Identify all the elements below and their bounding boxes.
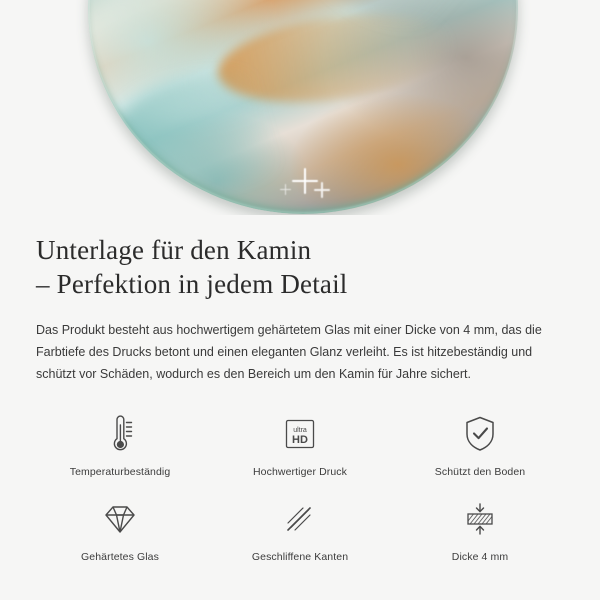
feature-item-floor-protection	[390, 411, 570, 478]
polished-edges-icon	[277, 496, 323, 542]
feature-item-thickness	[390, 496, 570, 563]
feature-item-print-quality	[210, 411, 390, 478]
page-title-line-1: Unterlage für den Kamin	[36, 235, 312, 265]
feature-item-tempered-glass	[30, 496, 210, 563]
diamond-icon	[97, 496, 143, 542]
thermometer-icon	[100, 411, 140, 457]
ultra-hd-icon	[278, 411, 322, 457]
hero-image	[0, 0, 600, 215]
feature-label: Hochwertiger Druck	[253, 466, 347, 478]
feature-label: Schützt den Boden	[434, 466, 526, 478]
feature-label: Gehärtetes Glas	[81, 551, 159, 563]
glass-edge-highlight	[88, 0, 518, 214]
feature-label: Temperaturbeständig	[69, 466, 171, 478]
feature-label: Dicke 4 mm	[451, 551, 509, 563]
svg-text:HD: HD	[292, 434, 308, 446]
thickness-arrows-icon	[458, 496, 502, 542]
feature-grid	[0, 411, 600, 563]
feature-label: Geschliffene Kanten	[251, 551, 349, 563]
round-glass-panel-image	[88, 0, 518, 214]
page-title	[36, 233, 564, 301]
description-paragraph: Das Produkt besteht aus hochwertigem gehärtetem Glas mit einer Dicke von 4 mm, das die Farbtiefe des Drucks betont und einen eleganten Glanz verleiht. Es ist hitzebeständig und schützt vor Schäden, wodurch es den Bereich um den Kamin für Jahre sichert.	[36, 323, 542, 381]
shield-check-icon	[460, 411, 500, 457]
feature-item-polished-edges	[210, 496, 390, 563]
feature-item-temperature	[30, 411, 210, 478]
text-content	[0, 215, 600, 385]
svg-text:ultra: ultra	[293, 427, 307, 434]
page-title-line-2: – Perfektion in jedem Detail	[36, 269, 348, 299]
